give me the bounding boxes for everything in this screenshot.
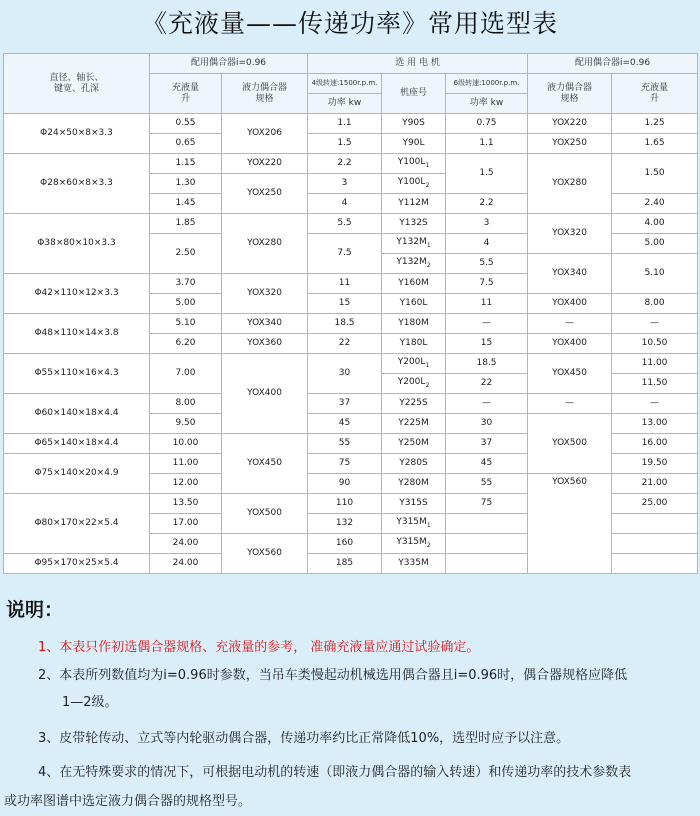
note-2b: 1—2级。 bbox=[62, 695, 118, 710]
frame-cell: $Y200L_2$ bbox=[382, 374, 446, 394]
page-title: 《充液量——传递功率》常用选型表 bbox=[141, 9, 558, 38]
power4-cell: 7.5 bbox=[308, 234, 382, 274]
fill-r-cell: 11.50 bbox=[612, 374, 698, 394]
power4-cell: 45 bbox=[308, 414, 382, 434]
frame-cell: Y225S bbox=[382, 394, 446, 414]
frame-cell: $Y315M_1$ bbox=[382, 514, 446, 534]
coupler-cell: YOX280 bbox=[222, 214, 308, 274]
fill-cell: 10.00 bbox=[150, 434, 222, 454]
power4-cell: 15 bbox=[308, 294, 382, 314]
fill-cell: 2.50 bbox=[150, 234, 222, 274]
fill-cell: 8.00 bbox=[150, 394, 222, 414]
fill-cell: 1.85 bbox=[150, 214, 222, 234]
power4-cell: 4 bbox=[308, 194, 382, 214]
power4-cell: 22 bbox=[308, 334, 382, 354]
power4-cell: 11 bbox=[308, 274, 382, 294]
fill-cell: 9.50 bbox=[150, 414, 222, 434]
spec-cell: Φ42×110×12×3.3 bbox=[4, 274, 150, 314]
power6-cell: 2.2 bbox=[446, 194, 528, 214]
fill-r-cell: 4.00 bbox=[612, 214, 698, 234]
fill-cell: 1.30 bbox=[150, 174, 222, 194]
power6-cell: 75 bbox=[446, 494, 528, 514]
frame-cell: $Y200L_1$ bbox=[382, 354, 446, 374]
note-4b: 或功率图谱中选定液力偶合器的规格型号。 bbox=[4, 794, 252, 809]
table-row bbox=[4, 114, 698, 134]
power4-cell: 5.5 bbox=[308, 214, 382, 234]
note-3: 3、皮带轮传动、立式等内轮驱动偶合器，传递功率约比正常降低10%，选型时应予以注意。 bbox=[38, 731, 570, 746]
fill-r-cell: 19.50 bbox=[612, 454, 698, 474]
power6-cell: 7.5 bbox=[446, 274, 528, 294]
power4-cell: 3 bbox=[308, 174, 382, 194]
frame-cell: Y280M bbox=[382, 474, 446, 494]
power4-cell: 1.5 bbox=[308, 134, 382, 154]
header-motor-group: 选 用 电 机 bbox=[308, 54, 528, 74]
fill-cell: 0.65 bbox=[150, 134, 222, 154]
fill-cell: 1.15 bbox=[150, 154, 222, 174]
frame-cell: Y280S bbox=[382, 454, 446, 474]
spec-cell: Φ65×140×18×4.4 bbox=[4, 434, 150, 454]
header-power-2: 功率 kw bbox=[446, 94, 528, 114]
spec-cell: Φ75×140×20×4.9 bbox=[4, 454, 150, 494]
power6-cell: 22 bbox=[446, 374, 528, 394]
coupler-cell: YOX450 bbox=[222, 434, 308, 494]
frame-cell: $Y100L_2$ bbox=[382, 174, 446, 194]
spec-cell: Φ48×110×14×3.8 bbox=[4, 314, 150, 354]
coupler-cell: YOX360 bbox=[222, 334, 308, 354]
coupler-cell: YOX220 bbox=[222, 154, 308, 174]
power4-cell: 90 bbox=[308, 474, 382, 494]
header-coupler: 液力偶合器 规格 bbox=[222, 74, 308, 114]
fill-r-cell: 25.00 bbox=[612, 494, 698, 514]
header-row-1 bbox=[4, 54, 698, 74]
header-left-group: 配用偶合器i=0.96 bbox=[150, 54, 308, 74]
coupler-r-cell: YOX320 bbox=[528, 214, 612, 254]
coupler-cell: YOX206 bbox=[222, 114, 308, 154]
fill-r-cell: 21.00 bbox=[612, 474, 698, 494]
fill-r-cell: 5.00 bbox=[612, 234, 698, 254]
coupler-r-cell: YOX280 bbox=[528, 154, 612, 214]
coupler-r-cell: YOX400 bbox=[528, 334, 612, 354]
frame-cell: Y112M bbox=[382, 194, 446, 214]
note-2a: 2、本表所列数值均为i=0.96时参数，当吊车类慢起动机械选用偶合器且i=0.96时，偶合器规格应降低 bbox=[38, 668, 628, 683]
power4-cell: 18.5 bbox=[308, 314, 382, 334]
coupler-cell: YOX500 bbox=[222, 494, 308, 534]
fill-cell: 0.55 bbox=[150, 114, 222, 134]
coupler-r-cell: YOX400 bbox=[528, 294, 612, 314]
spec-cell: Φ95×170×25×5.4 bbox=[4, 554, 150, 574]
fill-r-cell: 16.00 bbox=[612, 434, 698, 454]
power6-cell: 1.5 bbox=[446, 154, 528, 194]
coupler-cell: YOX250 bbox=[222, 174, 308, 214]
header-speed-1000: 6级转速:1000r.p.m. bbox=[446, 74, 528, 94]
spec-cell: Φ55×110×16×4.3 bbox=[4, 354, 150, 394]
table-row bbox=[4, 314, 698, 334]
fill-cell: 5.10 bbox=[150, 314, 222, 334]
frame-cell: $Y132M_1$ bbox=[382, 234, 446, 254]
header-fill-r: 充液量 升 bbox=[612, 74, 698, 114]
header-spec: 直径、轴长、 键宽、孔深 bbox=[4, 54, 150, 114]
power6-cell bbox=[446, 534, 528, 554]
coupler-cell: YOX400 bbox=[222, 354, 308, 434]
power4-cell: 1.1 bbox=[308, 114, 382, 134]
fill-r-cell: 11.00 bbox=[612, 354, 698, 374]
frame-cell: Y180M bbox=[382, 314, 446, 334]
frame-cell: Y90L bbox=[382, 134, 446, 154]
fill-cell: 17.00 bbox=[150, 514, 222, 534]
power6-cell: 4 bbox=[446, 234, 528, 254]
fill-r-cell bbox=[612, 514, 698, 534]
note-4a: 4、在无特殊要求的情况下，可根据电动机的转速（即液力偶合器的输入转速）和传递功率的技术参数表 bbox=[38, 765, 632, 780]
power6-cell: 55 bbox=[446, 474, 528, 494]
spec-cell: Φ24×50×8×3.3 bbox=[4, 114, 150, 154]
frame-cell: Y335M bbox=[382, 554, 446, 574]
power4-cell: 37 bbox=[308, 394, 382, 414]
selection-table bbox=[3, 53, 698, 574]
header-coupler-r: 液力偶合器 规格 bbox=[528, 74, 612, 114]
fill-r-cell: 2.40 bbox=[612, 194, 698, 214]
coupler-r-cell: — bbox=[528, 314, 612, 334]
power4-cell: 110 bbox=[308, 494, 382, 514]
frame-cell: Y160M bbox=[382, 274, 446, 294]
frame-cell: Y90S bbox=[382, 114, 446, 134]
frame-cell: Y250M bbox=[382, 434, 446, 454]
power4-cell: 75 bbox=[308, 454, 382, 474]
fill-r-cell: 5.10 bbox=[612, 254, 698, 294]
note-1: 1、本表只作初选偶合器规格、充液量的参考， 准确充液量应通过试验确定。 bbox=[38, 640, 480, 655]
frame-cell: $Y100L_1$ bbox=[382, 154, 446, 174]
coupler-r-cell: YOX450 bbox=[528, 354, 612, 394]
coupler-cell: YOX560 bbox=[222, 534, 308, 574]
frame-cell: $Y132M_2$ bbox=[382, 254, 446, 274]
fill-r-cell: 13.00 bbox=[612, 414, 698, 434]
fill-r-cell: 8.00 bbox=[612, 294, 698, 314]
notes-heading: 说明： bbox=[6, 599, 64, 621]
fill-cell: 13.50 bbox=[150, 494, 222, 514]
spec-cell: Φ28×60×8×3.3 bbox=[4, 154, 150, 214]
fill-r-cell: 10.50 bbox=[612, 334, 698, 354]
fill-r-cell: 1.25 bbox=[612, 114, 698, 134]
frame-cell: Y180L bbox=[382, 334, 446, 354]
power6-cell bbox=[446, 554, 528, 574]
frame-cell: Y160L bbox=[382, 294, 446, 314]
power6-cell: 45 bbox=[446, 454, 528, 474]
power6-cell: 3 bbox=[446, 214, 528, 234]
frame-cell: $Y315M_2$ bbox=[382, 534, 446, 554]
power4-cell: 132 bbox=[308, 514, 382, 534]
power6-cell: 18.5 bbox=[446, 354, 528, 374]
power6-cell: 5.5 bbox=[446, 254, 528, 274]
power4-cell: 2.2 bbox=[308, 154, 382, 174]
fill-cell: 24.00 bbox=[150, 534, 222, 554]
header-power-1: 功率 kw bbox=[308, 94, 382, 114]
fill-cell: 6.20 bbox=[150, 334, 222, 354]
fill-r-cell: 1.65 bbox=[612, 134, 698, 154]
coupler-r-cell: YOX340 bbox=[528, 254, 612, 294]
table-row bbox=[4, 354, 698, 374]
coupler-cell: YOX340 bbox=[222, 314, 308, 334]
fill-r-cell bbox=[612, 554, 698, 574]
power6-cell: 30 bbox=[446, 414, 528, 434]
power6-cell: 11 bbox=[446, 294, 528, 314]
spec-cell: Φ80×170×22×5.4 bbox=[4, 494, 150, 554]
fill-cell: 7.00 bbox=[150, 354, 222, 394]
power4-cell: 55 bbox=[308, 434, 382, 454]
power6-cell: 15 bbox=[446, 334, 528, 354]
power6-cell bbox=[446, 514, 528, 534]
power6-cell: 0.75 bbox=[446, 114, 528, 134]
fill-cell: 12.00 bbox=[150, 474, 222, 494]
coupler-cell: YOX320 bbox=[222, 274, 308, 314]
frame-cell: Y225M bbox=[382, 414, 446, 434]
coupler-r-cell: YOX220 bbox=[528, 114, 612, 134]
frame-cell: Y132S bbox=[382, 214, 446, 234]
coupler-r-cell: YOX560 bbox=[528, 474, 612, 574]
header-right-group: 配用偶合器i=0.96 bbox=[528, 54, 698, 74]
power4-cell: 30 bbox=[308, 354, 382, 394]
coupler-r-cell: YOX250 bbox=[528, 134, 612, 154]
power6-cell: — bbox=[446, 394, 528, 414]
power6-cell: 37 bbox=[446, 434, 528, 454]
frame-cell: Y315S bbox=[382, 494, 446, 514]
table-row bbox=[4, 154, 698, 174]
spec-cell: Φ60×140×18×4.4 bbox=[4, 394, 150, 434]
table-row bbox=[4, 214, 698, 234]
header-frame: 机座号 bbox=[382, 74, 446, 114]
power6-cell: — bbox=[446, 314, 528, 334]
spec-cell: Φ38×80×10×3.3 bbox=[4, 214, 150, 274]
header-speed-1500: 4级转速:1500r.p.m. bbox=[308, 74, 382, 94]
fill-cell: 11.00 bbox=[150, 454, 222, 474]
fill-cell: 5.00 bbox=[150, 294, 222, 314]
table-row bbox=[4, 394, 698, 414]
power4-cell: 185 bbox=[308, 554, 382, 574]
fill-r-cell bbox=[612, 534, 698, 554]
header-fill: 充液量 升 bbox=[150, 74, 222, 114]
fill-r-cell: — bbox=[612, 394, 698, 414]
coupler-r-cell: YOX500 bbox=[528, 414, 612, 474]
coupler-r-cell: — bbox=[528, 394, 612, 414]
power6-cell: 1.1 bbox=[446, 134, 528, 154]
power4-cell: 160 bbox=[308, 534, 382, 554]
fill-cell: 3.70 bbox=[150, 274, 222, 294]
fill-cell: 1.45 bbox=[150, 194, 222, 214]
fill-cell: 24.00 bbox=[150, 554, 222, 574]
fill-r-cell: — bbox=[612, 314, 698, 334]
fill-r-cell: 1.50 bbox=[612, 154, 698, 194]
